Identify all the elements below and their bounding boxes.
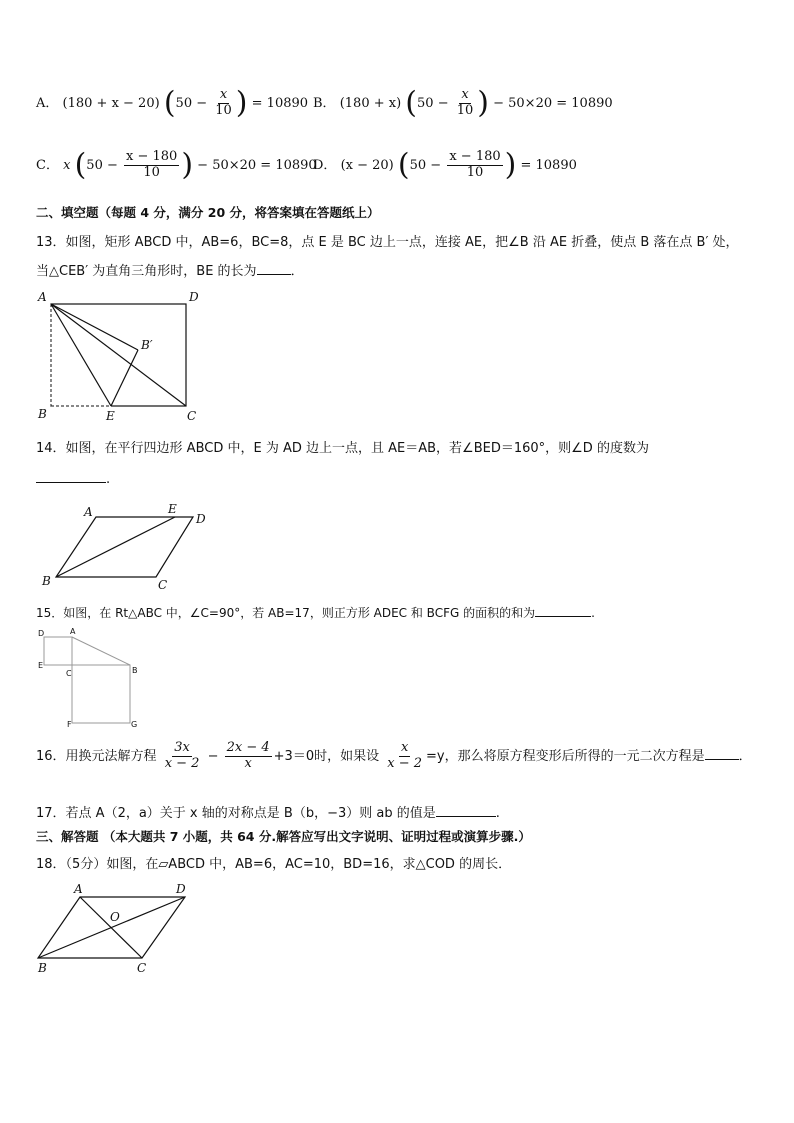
- square-adec: [44, 637, 72, 665]
- figure-q18-parallelogram: [37, 882, 186, 975]
- label-a: A: [74, 882, 83, 896]
- term: 50 −: [175, 95, 212, 111]
- paren-close: ): [181, 147, 194, 183]
- option-label: C．: [36, 157, 59, 173]
- punctuation: .: [591, 606, 595, 620]
- numerator: 2x − 4: [226, 740, 270, 755]
- punctuation: .: [495, 806, 500, 821]
- segment-be: [56, 517, 175, 577]
- option-rhs: = 10890: [516, 157, 577, 173]
- figure-q15-squares: [44, 637, 130, 723]
- label-a: A: [70, 627, 76, 636]
- label-e: E: [38, 661, 44, 670]
- answer-blank[interactable]: [436, 804, 496, 817]
- label-e: E: [168, 502, 177, 516]
- label-b-prime: B′: [141, 338, 153, 352]
- option-rhs: − 50×20 = 10890: [488, 95, 613, 111]
- label-b: B: [38, 407, 47, 421]
- label-d: D: [176, 882, 186, 896]
- punctuation: ．: [290, 264, 304, 279]
- paren-open: (: [74, 147, 87, 183]
- parallelogram-abcd: [56, 517, 193, 577]
- numerator: 3x: [174, 740, 190, 755]
- paren-open: (: [405, 85, 418, 121]
- option-lhs: x: [63, 157, 71, 173]
- label-b: B: [42, 574, 51, 588]
- question-14-line2: [36, 470, 110, 487]
- question-13-line1: 13．如图，矩形 ABCD 中，AB=6，BC=8，点 E 是 BC 边上一点，连接 AE，把∠B 沿 AE 折叠，使点 B 落在点 B′ 处，: [36, 235, 739, 250]
- paren-open: (: [163, 85, 176, 121]
- label-e: E: [106, 409, 115, 423]
- fraction: [225, 741, 272, 772]
- label-c: C: [158, 578, 168, 592]
- option-lhs: (180 + x): [339, 95, 402, 111]
- question-14-line1: 14．如图，在平行四边形 ABCD 中，E 为 AD 边上一点，且 AE＝AB，若∠BED＝160°，则∠D 的度数为: [36, 441, 649, 456]
- punctuation: .: [106, 472, 111, 487]
- term: 50 −: [86, 157, 122, 173]
- question-text: 17．若点 A（2，a）关于 x 轴的对称点是 B（b，−3）则 ab 的值是: [36, 806, 436, 821]
- paren-close: ): [504, 147, 517, 183]
- question-text: 15．如图，在 Rt△ABC 中，∠C=90°，若 AB=17，则正方形 ADEC 和 BCFG 的面积的和为: [36, 606, 536, 620]
- question-17: [36, 802, 500, 821]
- numerator: x: [400, 740, 409, 755]
- punctuation: ．: [738, 748, 752, 764]
- label-c: C: [187, 409, 197, 423]
- label-f: F: [67, 720, 72, 729]
- term: 50 −: [417, 95, 453, 111]
- question-18: 18．（5分）如图，在▱ABCD 中，AB=6，AC=10，BD=16，求△COD 的周长．: [36, 857, 512, 872]
- paren-close: ): [235, 85, 248, 121]
- section-heading: 二、填空题（每题 4 分，满分 20 分，将答案填在答题纸上）: [36, 205, 380, 220]
- question-text: +3＝0时，如果设: [273, 748, 380, 764]
- figure-q15-labels: [38, 627, 138, 729]
- label-a: A: [38, 290, 47, 304]
- option-rhs: − 50×20 = 10890: [193, 157, 317, 173]
- paren-open: (: [397, 147, 410, 183]
- denominator: 10: [143, 164, 160, 180]
- option-lhs: (x − 20): [340, 157, 394, 173]
- denominator: 10: [215, 102, 232, 118]
- figure-q14-parallelogram: [41, 502, 206, 592]
- hypotenuse-ab: [72, 637, 130, 665]
- fraction: [163, 741, 202, 772]
- numerator: x: [461, 87, 469, 102]
- denominator: x: [244, 755, 252, 771]
- label-d: D: [196, 512, 206, 526]
- question-text: 当△CEB′ 为直角三角形时，BE 的长为: [36, 264, 257, 279]
- denominator: x − 2: [387, 755, 422, 771]
- option-lhs: (180 + x − 20): [62, 95, 160, 111]
- label-b: B: [38, 961, 47, 975]
- question-text: 16．用换元法解方程: [36, 748, 157, 764]
- paren-close: ): [477, 85, 489, 121]
- answer-blank[interactable]: [36, 470, 106, 483]
- segment-eb-prime: [111, 350, 138, 406]
- question-16: [36, 741, 752, 772]
- label-g: G: [131, 720, 138, 729]
- denominator: 10: [466, 164, 484, 180]
- denominator: 10: [456, 102, 474, 118]
- numerator: x − 180: [126, 149, 178, 164]
- answer-blank[interactable]: [705, 747, 739, 760]
- label-o: O: [110, 910, 120, 924]
- option-label: A．: [36, 95, 59, 111]
- label-d: D: [38, 629, 45, 638]
- answer-blank[interactable]: [535, 604, 591, 617]
- option-rhs: = 10890: [247, 95, 309, 111]
- numerator: x: [219, 87, 228, 102]
- option-label: D．: [313, 157, 337, 173]
- label-c: C: [137, 961, 147, 975]
- label-d: D: [189, 290, 199, 304]
- square-bcfg: [72, 665, 130, 723]
- section-heading: 三、解答题 （本大题共 7 小题，共 64 分.解答应写出文字说明、证明过程或演算步骤.）: [36, 829, 531, 844]
- option-label: B．: [313, 95, 336, 111]
- question-text: =y，那么将原方程变形后所得的一元二次方程是: [426, 748, 705, 764]
- operator: −: [203, 748, 223, 764]
- label-c: C: [66, 669, 72, 678]
- label-b: B: [132, 666, 138, 675]
- numerator: x − 180: [449, 149, 501, 164]
- label-a: A: [84, 505, 93, 519]
- fraction: [385, 741, 424, 772]
- term: 50 −: [409, 157, 446, 173]
- denominator: x − 2: [164, 755, 200, 771]
- question-15-line1: [36, 604, 595, 621]
